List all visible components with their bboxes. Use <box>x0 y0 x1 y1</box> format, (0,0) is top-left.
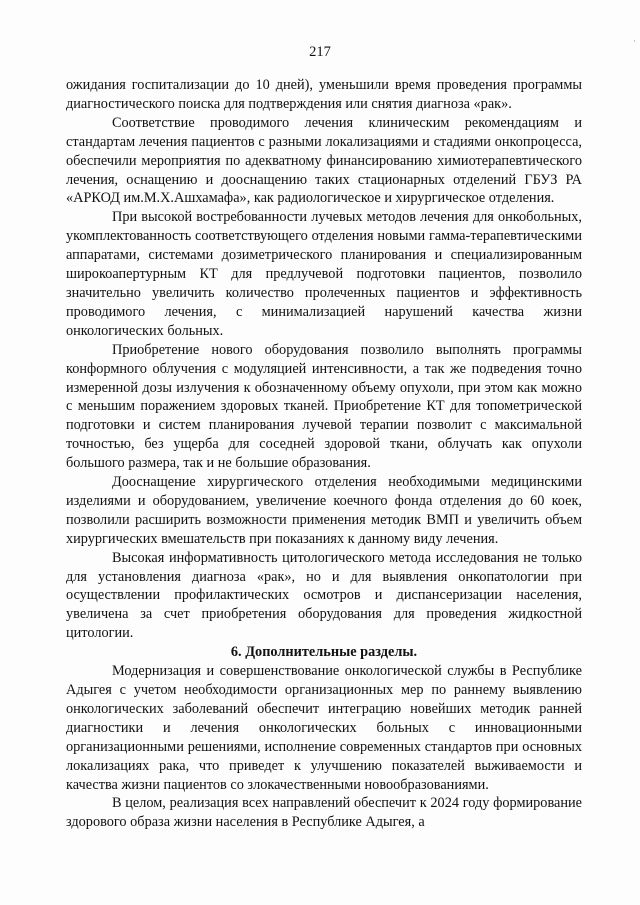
section-heading: 6. Дополнительные разделы. <box>230 644 418 661</box>
scan-edge-mark: · <box>633 36 636 46</box>
paragraph-continuation: ожидания госпитализации до 10 дней), уменьшили время проведения программы диагностического поиска для подтверждения или снятия диагноза «рак». <box>66 77 582 112</box>
paragraph-new-equipment: Приобретение нового оборудования позволило выполнять программы конформного облучения с модуляцией интенсивности, а так же подведения точно измеренной дозы излучения к обозначенному объему опухоли, при этом как можно с меньшим поражением здоровых тканей. Приобретение КТ для топометрической подготовки и систем планирования лучевой терапии позволит с максимальной точностью, без ущерба для соседней здоровой ткани, облучать как опухоли большого размера, так и не большие образования. <box>66 341 582 472</box>
page-number: 217 <box>309 44 331 60</box>
paragraph-treatment-standards: Соответствие проводимого лечения клиническим рекомендациям и стандартам лечения пациентов с разными локализациями и стадиями онкопроцесса, обеспечили мероприятия по адекватному финансированию химиотерапевтического лечения, оснащению и дооснащению таких стационарных отделений ГБУЗ РА «АРКОД им.М.Х.Ашхамафа», как радиологическое и хирургическое отделения. <box>66 114 582 207</box>
page-body <box>66 76 582 832</box>
paragraph-radiation-methods: При высокой востребованности лучевых методов лечения для онкобольных, укомплектованность соответствующего отделения новыми гамма-терапевтическими аппаратами, системами дозиметрического планирования и специализированным широкоапертурным КТ для предлучевой подготовки пациентов, позволило значительно увеличить количество пролеченных пациентов и эффективность проводимого лечения, с минимализацией нарушений качества жизни онкологических больных. <box>66 209 582 339</box>
paragraph-conclusion: В целом, реализация всех направлений обеспечит к 2024 году формирование здорового образа жизни населения в Республике Адыгея, а <box>66 795 582 831</box>
paragraph-modernization: Модернизация и совершенствование онкологической службы в Республике Адыгея с учетом необходимости организационных мер по раннему выявлению онкологических заболеваний обеспечит интеграцию новейших методик ранней диагностики и лечения онкологических больных с инновационными организационными решениями, исполнение современных стандартов при основных локализациях рака, что приведет к улучшению показателей выживаемости и качества жизни пациентов со злокачественными новообразованиями. <box>66 663 582 793</box>
paragraph-surgical-department: Дооснащение хирургического отделения необходимыми медицинскими изделиями и оборудованием, увеличение коечного фонда отделения до 60 коек, позволили расширить возможности применения методик ВМП и увеличить объем хирургических вмешательств при показаниях к данному виду лечения. <box>66 474 582 547</box>
paragraph-cytology: Высокая информативность цитологического метода исследования не только для установления диагноза «рак», но и для выявления онкопатологии при осуществлении профилактических осмотров и диспансеризации населения, увеличена за счет приобретения оборудования для проведения жидкостной цитологии. <box>66 549 582 642</box>
